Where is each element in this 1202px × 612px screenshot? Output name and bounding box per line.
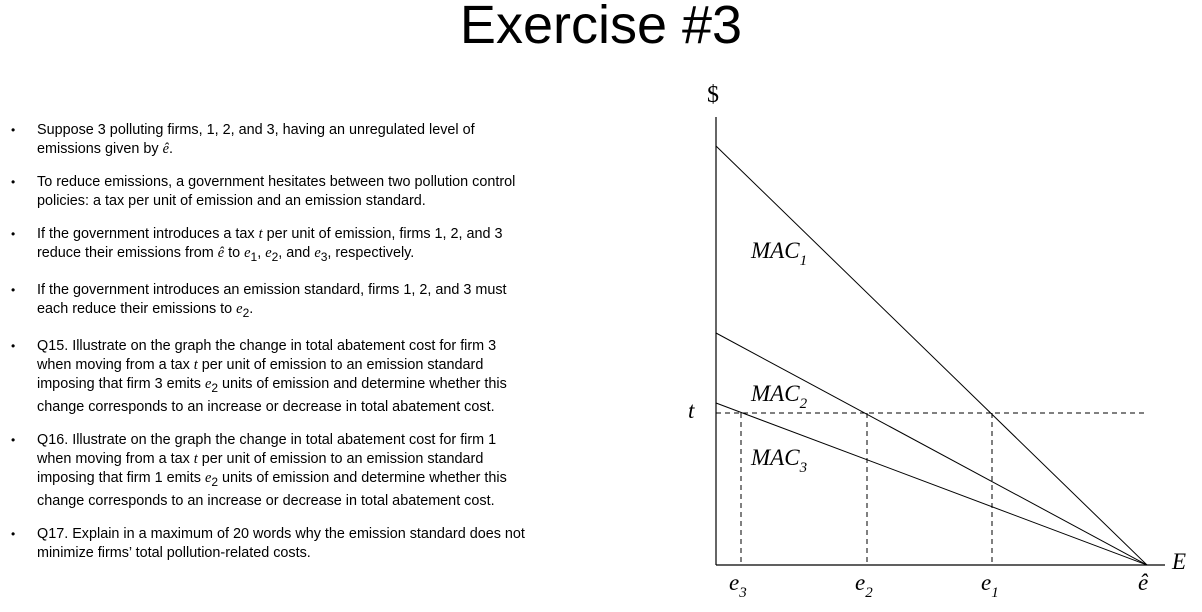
mac1-line xyxy=(716,146,1147,565)
text-run: , xyxy=(257,245,266,261)
math-subscript: 1 xyxy=(250,249,258,264)
text-run: to xyxy=(224,245,245,261)
text-run: when moving from a tax xyxy=(37,450,194,467)
text-run: , and xyxy=(278,245,315,261)
text-run: change corresponds to an increase or decrease in total abatement cost. xyxy=(37,398,495,415)
math-symbol: e xyxy=(236,300,243,317)
math-symbol: e xyxy=(204,469,212,486)
math-symbol: ê xyxy=(162,141,169,157)
text-run: change corresponds to an increase or decrease in total abatement cost. xyxy=(37,492,495,509)
math-subscript: 2 xyxy=(211,474,219,489)
text-run: Q17. Explain in a maximum of 20 words why the emission standard does not xyxy=(37,525,525,542)
text-run: . xyxy=(168,141,173,157)
text-run: minimize firms’ total pollution-related costs. xyxy=(37,544,311,561)
math-subscript: 3 xyxy=(320,249,328,264)
axis-labels xyxy=(688,82,1186,574)
text-run: If the government introduces a tax xyxy=(37,226,259,242)
text-run: If the government introduces an emission standard, firms 1, 2, and 3 must xyxy=(37,281,507,298)
text-run: emissions given by xyxy=(37,141,163,157)
text-run: units of emission and determine whether this xyxy=(218,375,507,392)
math-subscript: 2 xyxy=(242,305,250,320)
mac2-label: $MAC_2$ xyxy=(751,381,808,412)
text-run: Suppose 3 polluting firms, 1, 2, and 3, having an unregulated level of xyxy=(37,122,475,138)
math-subscript: 2 xyxy=(211,380,219,395)
y-axis-label: $ xyxy=(707,82,719,108)
e-hat-tick-label: ê xyxy=(1138,570,1149,595)
math-symbol: e xyxy=(265,245,272,261)
mac1-label: $MAC_1$ xyxy=(751,238,808,269)
text-run: Q16. Illustrate on the graph the change in total abatement cost for firm 1 xyxy=(37,431,497,448)
e2-tick-label: $e_2$ xyxy=(855,570,873,601)
mac3-line xyxy=(716,403,1147,565)
math-symbol: t xyxy=(193,450,198,467)
mac-lines xyxy=(716,146,1147,565)
text-run: policies: a tax per unit of emission and an emission standard. xyxy=(37,193,426,209)
dashed-guides xyxy=(716,413,1145,565)
e1-tick-label: $e_1$ xyxy=(981,570,999,601)
x-axis-label: E xyxy=(1172,549,1187,574)
axes xyxy=(716,117,1165,565)
e3-tick-label: $e_3$ xyxy=(729,570,747,601)
text-run: each reduce their emissions to xyxy=(37,300,237,317)
text-run: units of emission and determine whether this xyxy=(218,469,507,486)
math-symbol: e xyxy=(314,245,321,261)
math-symbol: e xyxy=(204,375,212,392)
text-run: imposing that firm 1 emits xyxy=(37,469,205,486)
math-symbol: e xyxy=(244,245,251,261)
curve-labels xyxy=(750,238,808,476)
text-run: To reduce emissions, a government hesitates between two pollution control xyxy=(37,174,516,190)
math-symbol: ê xyxy=(217,245,225,261)
mac3-label: $MAC_3$ xyxy=(751,445,808,476)
math-symbol: t xyxy=(193,356,198,373)
text-run: . xyxy=(249,300,254,317)
slide-title: Exercise #3 xyxy=(459,0,743,55)
text-run: , respectively. xyxy=(327,245,415,261)
text-run: per unit of emission, firms 1, 2, and 3 xyxy=(262,226,503,242)
text-run: Q15. Illustrate on the graph the change in total abatement cost for firm 3 xyxy=(37,337,497,354)
tax-label: t xyxy=(688,398,695,423)
text-run: per unit of emission to an emission standard xyxy=(197,450,484,467)
math-subscript: 2 xyxy=(271,249,279,264)
text-run: reduce their emissions from xyxy=(37,245,218,261)
text-run: per unit of emission to an emission standard xyxy=(197,356,484,373)
text-run: when moving from a tax xyxy=(37,356,194,373)
text-run: imposing that firm 3 emits xyxy=(37,375,205,392)
x-tick-labels xyxy=(729,570,1149,601)
math-symbol: t xyxy=(258,226,263,242)
